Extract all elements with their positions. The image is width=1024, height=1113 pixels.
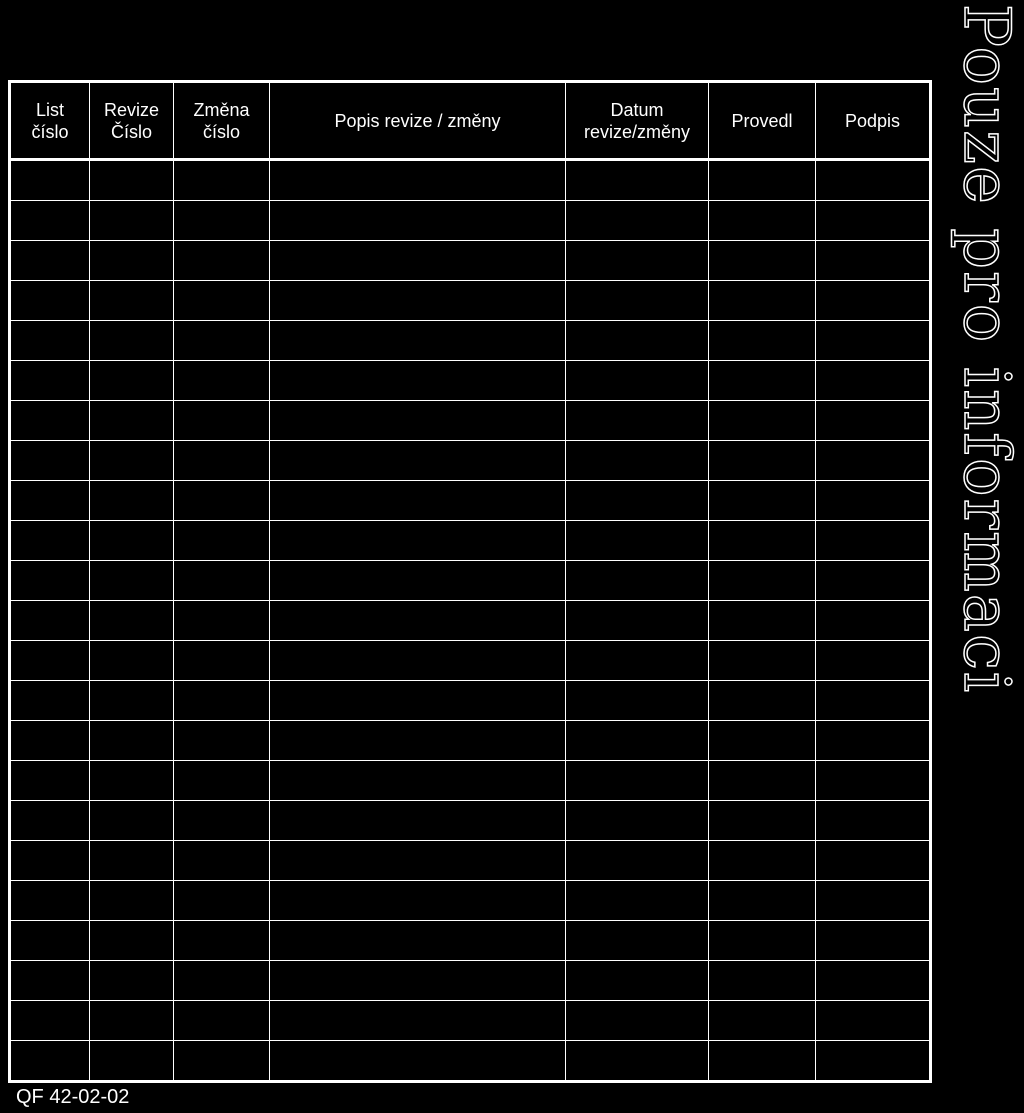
table-cell: [174, 481, 270, 521]
table-cell: [270, 601, 566, 641]
table-row: [10, 441, 931, 481]
table-cell: [174, 641, 270, 681]
table-row: [10, 241, 931, 281]
table-cell: [566, 761, 709, 801]
table-row: [10, 961, 931, 1001]
table-cell: [270, 881, 566, 921]
table-cell: [90, 361, 174, 401]
table-cell: [10, 681, 90, 721]
table-cell: [174, 401, 270, 441]
table-row: [10, 201, 931, 241]
table-cell: [709, 361, 816, 401]
table-cell: [90, 961, 174, 1001]
table-cell: [174, 441, 270, 481]
table-cell: [709, 1041, 816, 1082]
table-row: [10, 761, 931, 801]
table-row: [10, 841, 931, 881]
table-row: [10, 881, 931, 921]
table-row: [10, 681, 931, 721]
table-cell: [174, 321, 270, 361]
table-cell: [566, 361, 709, 401]
table-cell: [816, 641, 931, 681]
table-cell: [90, 201, 174, 241]
table-cell: [270, 241, 566, 281]
table-cell: [709, 921, 816, 961]
table-cell: [709, 321, 816, 361]
table-cell: [10, 881, 90, 921]
header-popis: [270, 82, 566, 160]
table-cell: [10, 961, 90, 1001]
table-cell: [174, 881, 270, 921]
table-cell: [10, 321, 90, 361]
table-cell: [90, 481, 174, 521]
table-cell: [270, 321, 566, 361]
table-cell: [709, 841, 816, 881]
header-label: Číslo: [110, 121, 152, 142]
table-cell: [566, 241, 709, 281]
table-cell: [10, 841, 90, 881]
table-cell: [566, 1001, 709, 1041]
table-cell: [270, 521, 566, 561]
table-cell: [816, 801, 931, 841]
table-cell: [90, 721, 174, 761]
table-cell: [10, 361, 90, 401]
table-cell: [90, 241, 174, 281]
header-list-cislo: [10, 82, 90, 160]
table-cell: [174, 761, 270, 801]
table-row: [10, 1041, 931, 1082]
table-cell: [90, 681, 174, 721]
header-label: Provedl: [731, 110, 793, 131]
table-header: [10, 82, 931, 160]
table-cell: [10, 1041, 90, 1082]
header-label: revize/změny: [583, 121, 691, 142]
table-row: [10, 321, 931, 361]
table-cell: [816, 881, 931, 921]
table-cell: [709, 681, 816, 721]
table-cell: [90, 281, 174, 321]
table-cell: [270, 641, 566, 681]
table-cell: [816, 681, 931, 721]
table-cell: [174, 961, 270, 1001]
table-cell: [709, 441, 816, 481]
table-row: [10, 281, 931, 321]
table-cell: [174, 160, 270, 201]
table-cell: [709, 241, 816, 281]
table-cell: [816, 561, 931, 601]
table-row: [10, 481, 931, 521]
table-cell: [566, 641, 709, 681]
table-cell: [566, 1041, 709, 1082]
table-cell: [174, 281, 270, 321]
table-cell: [566, 481, 709, 521]
table-cell: [90, 881, 174, 921]
table-cell: [566, 721, 709, 761]
table-cell: [270, 961, 566, 1001]
header-label: Revize: [103, 99, 160, 120]
table-cell: [10, 481, 90, 521]
table-cell: [270, 281, 566, 321]
table-cell: [90, 801, 174, 841]
header-label: Změna: [193, 99, 250, 120]
table-cell: [174, 361, 270, 401]
table-row: [10, 160, 931, 201]
table-cell: [816, 921, 931, 961]
table-cell: [10, 641, 90, 681]
table-row: [10, 361, 931, 401]
table-cell: [566, 681, 709, 721]
table-cell: [709, 561, 816, 601]
table-cell: [709, 601, 816, 641]
table-cell: [90, 401, 174, 441]
table-cell: [174, 921, 270, 961]
table-cell: [90, 641, 174, 681]
header-podpis: [816, 82, 931, 160]
table-cell: [566, 881, 709, 921]
table-body: [10, 160, 931, 1082]
table-cell: [270, 1001, 566, 1041]
table-cell: [90, 321, 174, 361]
table-cell: [816, 761, 931, 801]
table-cell: [709, 961, 816, 1001]
table-cell: [816, 601, 931, 641]
header-label: Datum: [610, 99, 664, 120]
table-row: [10, 641, 931, 681]
header-label: číslo: [202, 121, 240, 142]
table-cell: [566, 521, 709, 561]
table-cell: [566, 160, 709, 201]
table-cell: [566, 321, 709, 361]
table-cell: [174, 601, 270, 641]
table-cell: [270, 841, 566, 881]
table-cell: [90, 761, 174, 801]
table-cell: [566, 601, 709, 641]
table-cell: [174, 681, 270, 721]
table-cell: [566, 401, 709, 441]
table-cell: [270, 801, 566, 841]
table-cell: [90, 160, 174, 201]
table-cell: [10, 521, 90, 561]
table-cell: [174, 201, 270, 241]
header-label: List: [35, 99, 64, 120]
table-cell: [270, 561, 566, 601]
table-cell: [709, 521, 816, 561]
header-label: číslo: [31, 121, 69, 142]
table-cell: [709, 160, 816, 201]
table-cell: [709, 1001, 816, 1041]
table-cell: [566, 561, 709, 601]
table-cell: [709, 761, 816, 801]
table-cell: [10, 721, 90, 761]
revision-history-table: [8, 80, 932, 1083]
table-cell: [816, 401, 931, 441]
table-cell: [174, 801, 270, 841]
table-cell: [270, 721, 566, 761]
table-cell: [90, 921, 174, 961]
table-cell: [10, 601, 90, 641]
table-cell: [709, 721, 816, 761]
table-cell: [709, 481, 816, 521]
table-cell: [10, 241, 90, 281]
form-code: QF 42-02-02: [16, 1086, 130, 1108]
table-cell: [566, 201, 709, 241]
table-cell: [10, 561, 90, 601]
table-row: [10, 521, 931, 561]
table-cell: [174, 1001, 270, 1041]
table-cell: [270, 681, 566, 721]
table-cell: [10, 441, 90, 481]
table-row: [10, 601, 931, 641]
table-cell: [816, 1001, 931, 1041]
table-cell: [174, 1041, 270, 1082]
watermark-text: Pouze pro informaci: [949, 4, 1023, 695]
table-row: [10, 721, 931, 761]
table-cell: [90, 561, 174, 601]
table-cell: [10, 281, 90, 321]
table-cell: [90, 441, 174, 481]
table-cell: [816, 201, 931, 241]
table-cell: [709, 401, 816, 441]
table-cell: [816, 1041, 931, 1082]
table-cell: [174, 521, 270, 561]
table-cell: [270, 361, 566, 401]
table-cell: [709, 201, 816, 241]
table-cell: [90, 1001, 174, 1041]
table-cell: [174, 241, 270, 281]
header-datum: [566, 82, 709, 160]
table-cell: [566, 841, 709, 881]
table-cell: [270, 761, 566, 801]
table-cell: [816, 841, 931, 881]
header-label: Popis revize / změny: [334, 110, 501, 131]
table-cell: [816, 481, 931, 521]
table-row: [10, 801, 931, 841]
header-revize-cislo: [90, 82, 174, 160]
table-cell: [709, 881, 816, 921]
header-provedl: [709, 82, 816, 160]
table-cell: [709, 281, 816, 321]
table-cell: [10, 801, 90, 841]
table-cell: [270, 401, 566, 441]
table-cell: [10, 160, 90, 201]
table-cell: [816, 321, 931, 361]
table-cell: [816, 961, 931, 1001]
table-cell: [566, 441, 709, 481]
header-zmena-cislo: [174, 82, 270, 160]
table-row: [10, 921, 931, 961]
table-cell: [10, 201, 90, 241]
table-row: [10, 561, 931, 601]
table-cell: [90, 1041, 174, 1082]
table-cell: [709, 801, 816, 841]
table-cell: [816, 160, 931, 201]
table-cell: [816, 721, 931, 761]
table-cell: [270, 1041, 566, 1082]
header-row: [10, 82, 931, 160]
table-cell: [270, 481, 566, 521]
table-cell: [816, 441, 931, 481]
table-cell: [566, 801, 709, 841]
table-cell: [816, 281, 931, 321]
table-cell: [270, 160, 566, 201]
table-cell: [566, 961, 709, 1001]
table-cell: [270, 201, 566, 241]
table-cell: [10, 921, 90, 961]
table-cell: [566, 921, 709, 961]
table-cell: [174, 561, 270, 601]
table-cell: [174, 841, 270, 881]
table-cell: [816, 241, 931, 281]
table-cell: [90, 601, 174, 641]
table-cell: [566, 281, 709, 321]
table-cell: [270, 441, 566, 481]
table-cell: [90, 521, 174, 561]
table-row: [10, 401, 931, 441]
table-cell: [10, 761, 90, 801]
table-cell: [709, 641, 816, 681]
watermark: [947, 4, 1024, 804]
table-cell: [10, 401, 90, 441]
header-label: Podpis: [844, 110, 901, 131]
table-cell: [10, 1001, 90, 1041]
table-row: [10, 1001, 931, 1041]
table-cell: [174, 721, 270, 761]
table-cell: [90, 841, 174, 881]
table-cell: [816, 521, 931, 561]
table-cell: [816, 361, 931, 401]
table-cell: [270, 921, 566, 961]
